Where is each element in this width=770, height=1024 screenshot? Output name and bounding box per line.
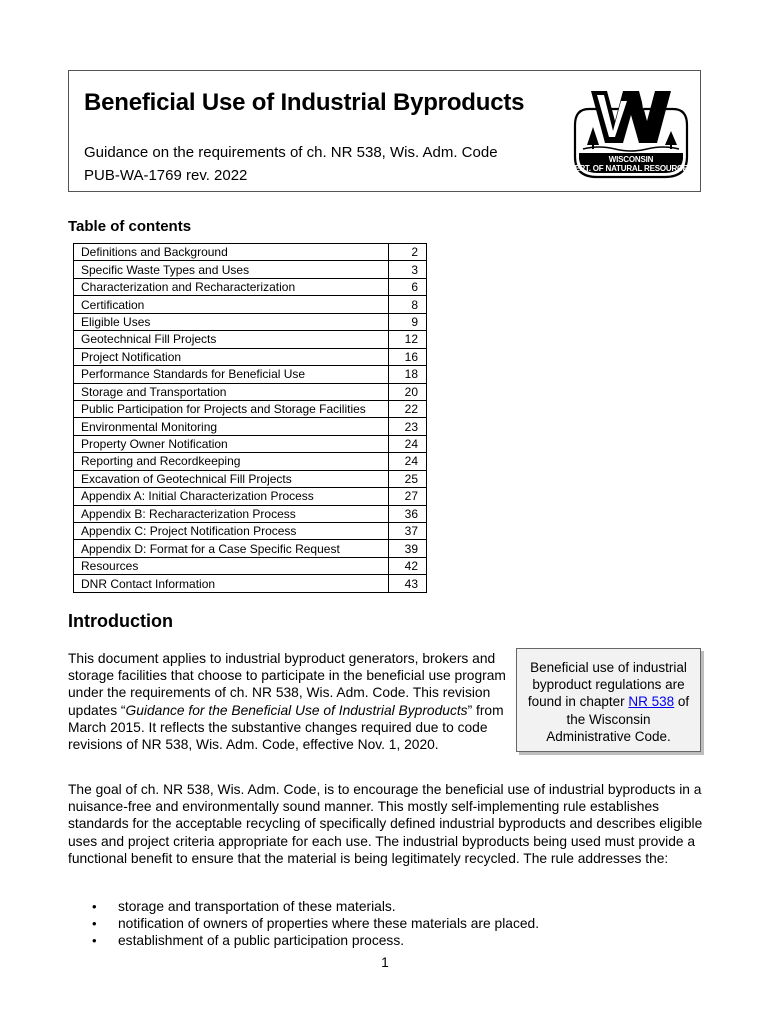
bullet-icon: • bbox=[92, 933, 97, 949]
toc-row[interactable] bbox=[74, 278, 427, 295]
toc-entry-page: 36 bbox=[389, 505, 427, 522]
toc-entry-page: 2 bbox=[389, 244, 427, 261]
toc-entry-title: Eligible Uses bbox=[74, 313, 389, 330]
toc-entry-title: Characterization and Recharacterization bbox=[74, 278, 389, 295]
page-number: 1 bbox=[381, 955, 389, 970]
toc-row[interactable] bbox=[74, 557, 427, 574]
toc-entry-page: 6 bbox=[389, 278, 427, 295]
callout-text-after: of the Wisconsin Administrative Code. bbox=[546, 694, 690, 744]
document-title: Beneficial Use of Industrial Byproducts bbox=[84, 89, 525, 116]
toc-entry-title: Certification bbox=[74, 296, 389, 313]
introduction-heading: Introduction bbox=[68, 611, 173, 631]
toc-entry-page: 20 bbox=[389, 383, 427, 400]
toc-entry-title: Appendix C: Project Notification Process bbox=[74, 523, 389, 540]
intro-text-part2: ” from March 2015. It reflects the substantive changes required due to code revisions of NR 538, Wis. Adm. Code, effective Nov. 1, 2020. bbox=[68, 702, 504, 753]
toc-row[interactable] bbox=[74, 488, 427, 505]
toc-entry-page: 8 bbox=[389, 296, 427, 313]
addresses-bullet-list bbox=[92, 898, 539, 950]
toc-entry-title: Storage and Transportation bbox=[74, 383, 389, 400]
document-subtitle: Guidance on the requirements of ch. NR 538, Wis. Adm. Code bbox=[84, 144, 498, 161]
toc-row[interactable] bbox=[74, 296, 427, 313]
toc-row[interactable] bbox=[74, 575, 427, 592]
toc-heading: Table of contents bbox=[68, 218, 192, 235]
toc-entry-title: Definitions and Background bbox=[74, 244, 389, 261]
toc-entry-title: Reporting and Recordkeeping bbox=[74, 453, 389, 470]
regulation-callout-box bbox=[516, 648, 701, 752]
toc-table bbox=[73, 243, 427, 593]
toc-row[interactable] bbox=[74, 470, 427, 487]
toc-row[interactable] bbox=[74, 540, 427, 557]
toc-entry-title: Excavation of Geotechnical Fill Projects bbox=[74, 470, 389, 487]
toc-entry-page: 9 bbox=[389, 313, 427, 330]
toc-entry-page: 12 bbox=[389, 331, 427, 348]
toc-entry-page: 24 bbox=[389, 453, 427, 470]
toc-row[interactable] bbox=[74, 523, 427, 540]
toc-row[interactable] bbox=[74, 261, 427, 278]
introduction-paragraph bbox=[68, 650, 508, 753]
toc-entry-page: 22 bbox=[389, 400, 427, 417]
toc-entry-title: Performance Standards for Beneficial Use bbox=[74, 366, 389, 383]
toc-entry-page: 3 bbox=[389, 261, 427, 278]
toc-entry-page: 24 bbox=[389, 435, 427, 452]
bullet-text: notification of owners of properties where these materials are placed. bbox=[118, 916, 540, 932]
wisconsin-dnr-logo bbox=[569, 87, 693, 183]
list-item bbox=[92, 915, 539, 932]
toc-entry-title: Appendix A: Initial Characterization Process bbox=[74, 488, 389, 505]
toc-entry-page: 42 bbox=[389, 557, 427, 574]
toc-entry-page: 37 bbox=[389, 523, 427, 540]
toc-entry-page: 39 bbox=[389, 540, 427, 557]
toc-row[interactable] bbox=[74, 348, 427, 365]
toc-entry-title: DNR Contact Information bbox=[74, 575, 389, 592]
toc-row[interactable] bbox=[74, 331, 427, 348]
toc-entry-page: 23 bbox=[389, 418, 427, 435]
bullet-icon: • bbox=[92, 899, 97, 914]
intro-text-part1: This document applies to industrial byproduct generators, brokers and storage facilities that choose to participate in the beneficial use program under the requirements of ch. NR 538, Wis. Adm. Code. This revision updates “ bbox=[68, 651, 506, 718]
toc-row[interactable] bbox=[74, 435, 427, 452]
toc-entry-page: 27 bbox=[389, 488, 427, 505]
toc-row[interactable] bbox=[74, 383, 427, 400]
toc-entry-page: 18 bbox=[389, 366, 427, 383]
toc-row[interactable] bbox=[74, 313, 427, 330]
toc-row[interactable] bbox=[74, 400, 427, 417]
bullet-text: establishment of a public participation process. bbox=[118, 933, 405, 949]
toc-entry-page: 43 bbox=[389, 575, 427, 592]
toc-entry-title: Environmental Monitoring bbox=[74, 418, 389, 435]
toc-entry-title: Geotechnical Fill Projects bbox=[74, 331, 389, 348]
toc-row[interactable] bbox=[74, 505, 427, 522]
title-block bbox=[68, 70, 701, 192]
toc-entry-title: Project Notification bbox=[74, 348, 389, 365]
goal-paragraph: The goal of ch. NR 538, Wis. Adm. Code, is to encourage the beneficial use of industrial byproducts in a nuisance-free and environmentally sound manner. This mostly self-implementing rule establishes standards for the acceptable recycling of specifically defined industrial byproducts and describes eligible uses and project criteria appropriate for each use. The industrial byproducts being used must provide a functional benefit to ensure that the material is being legitimately recycled. The rule addresses the: bbox=[68, 782, 703, 866]
logo-text-department: DEPT. OF NATURAL RESOURCES bbox=[569, 164, 693, 173]
list-item bbox=[92, 932, 539, 949]
callout-text-before: Beneficial use of industrial byproduct regulations are found in chapter bbox=[527, 660, 687, 710]
bullet-icon: • bbox=[92, 916, 97, 932]
toc-entry-title: Appendix D: Format for a Case Specific Request bbox=[74, 540, 389, 557]
toc-entry-title: Property Owner Notification bbox=[74, 435, 389, 452]
toc-row[interactable] bbox=[74, 244, 427, 261]
bullet-text: storage and transportation of these materials. bbox=[118, 899, 396, 914]
nr-538-link[interactable]: NR 538 bbox=[628, 694, 675, 710]
intro-cited-title: Guidance for the Beneficial Use of Industrial Byproducts bbox=[125, 702, 468, 718]
toc-entry-page: 16 bbox=[389, 348, 427, 365]
toc-row[interactable] bbox=[74, 453, 427, 470]
toc-entry-title: Resources bbox=[74, 557, 389, 574]
toc-entry-title: Appendix B: Recharacterization Process bbox=[74, 505, 389, 522]
publication-id: PUB-WA-1769 rev. 2022 bbox=[84, 167, 248, 184]
toc-entry-title: Public Participation for Projects and Storage Facilities bbox=[74, 400, 389, 417]
toc-row[interactable] bbox=[74, 366, 427, 383]
toc-row[interactable] bbox=[74, 418, 427, 435]
toc-entry-page: 25 bbox=[389, 470, 427, 487]
toc-entry-title: Specific Waste Types and Uses bbox=[74, 261, 389, 278]
logo-text-wisconsin: WISCONSIN bbox=[608, 155, 654, 164]
list-item bbox=[92, 898, 539, 915]
